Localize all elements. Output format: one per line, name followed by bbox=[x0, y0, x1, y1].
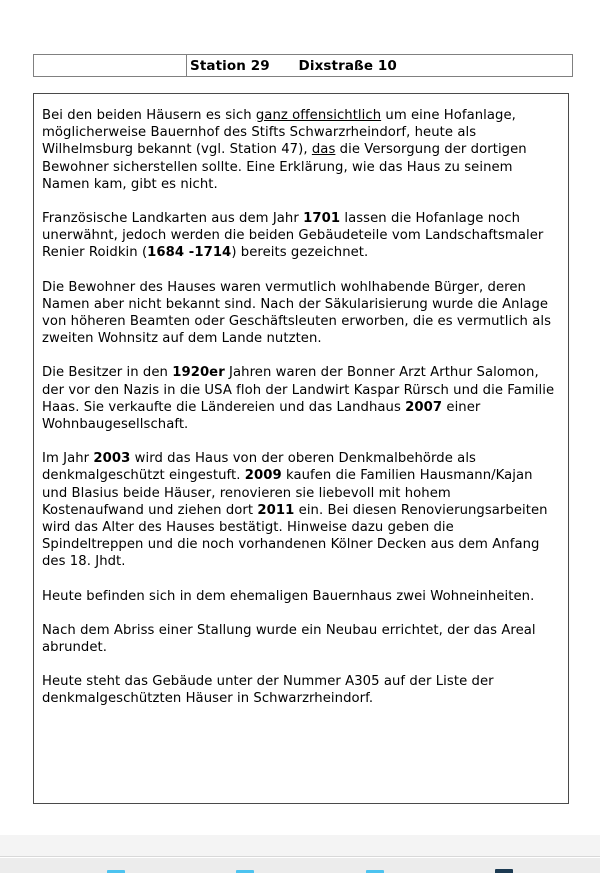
paragraph-6 bbox=[42, 588, 556, 605]
text-run: Bei den beiden Häusern es sich bbox=[42, 108, 256, 123]
text-run: Nach dem Abriss einer Stallung wurde ein Neubau errichtet, der das Areal abrundet. bbox=[42, 622, 536, 656]
text-run: Die Bewohner des Hauses waren vermutlich wohlhabende Bürger, deren Namen aber nicht bekannt sind. Nach der Säkularisierung wurde die Anlage von höheren Beamten oder Geschäftsleuten erworben, die es vermutlich als zweiten Wohnsitz auf dem Lande nutzten. bbox=[42, 279, 552, 347]
bold-run: 1684 -1714 bbox=[147, 245, 232, 261]
paragraph-5 bbox=[42, 450, 556, 570]
header-cell-title bbox=[187, 55, 573, 77]
text-run: Französische Landkarten aus dem Jahr bbox=[42, 211, 304, 227]
text-run: einer Wohnbaugesellschaft. bbox=[42, 399, 481, 433]
text-run: Heute befinden sich in dem ehemaligen Bauernhaus zwei Wohneinheiten. bbox=[42, 588, 535, 604]
bold-run: 1701 bbox=[303, 211, 341, 227]
bold-run: 2011 bbox=[257, 502, 295, 518]
underline-run: ganz offensichtlich bbox=[255, 108, 382, 123]
paragraph-2 bbox=[42, 210, 556, 262]
window-chrome-upper-band bbox=[0, 835, 600, 857]
bold-run: 2009 bbox=[244, 468, 282, 484]
header-cell-empty bbox=[34, 55, 187, 77]
page-title: Station 29 Dixstraße 10 bbox=[190, 58, 397, 74]
bold-run: 2003 bbox=[93, 451, 131, 467]
text-run: wird das Haus von der oberen Denkmalbehörde als denkmalgeschützt eingestuft. bbox=[42, 451, 476, 484]
text-run: um eine Hofanlage, möglicherweise Bauernhof des Stifts Schwarzrheindorf, heute als Wilhelmsburg bekannt (vgl. Station 47), bbox=[42, 108, 516, 158]
underline-run: das bbox=[311, 142, 336, 158]
paragraph-4 bbox=[42, 364, 556, 433]
bold-run: 2007 bbox=[405, 399, 443, 415]
paragraph-1 bbox=[42, 107, 556, 193]
text-run: kaufen die Familien Hausmann/Kajan und Blasius beide Häuser, renovieren sie liebevoll mit hohem Kostenaufwand und ziehen dort bbox=[42, 468, 533, 518]
text-run: lassen die Hofanlage noch unerwähnt, jedoch werden die beiden Gebäudeteile vom Landschaftsmaler Renier Roidkin ( bbox=[42, 211, 544, 261]
text-run: ein. Bei diesen Renovierungsarbeiten wird das Alter des Hauses bestätigt. Hinweise dazu geben die Spindeltreppen und die noch vorhandenen Kölner Decken aus dem Anfang des 18. Jhdt. bbox=[42, 502, 548, 570]
text-run: die Versorgung der dortigen Bewohner sicherstellen sollte. Eine Erklärung, wie das Haus zu seinem Namen kam, gibt es nicht. bbox=[42, 142, 527, 192]
paragraph-8 bbox=[42, 673, 556, 707]
text-run: Die Besitzer in den bbox=[42, 365, 173, 381]
header-row bbox=[34, 55, 573, 77]
paragraph-3 bbox=[42, 279, 556, 348]
text-run: Jahren waren der Bonner Arzt Arthur Salomon, der vor den Nazis in die USA floh der Landwirt Kaspar Rürsch und die Familie Haas. Sie verkaufte die Ländereien und das Landhaus bbox=[42, 365, 555, 415]
bold-run: 1920er bbox=[172, 365, 225, 381]
taskbar-icon-strip bbox=[0, 858, 600, 873]
text-run: Heute steht das Gebäude unter der Nummer A305 auf der Liste der denkmalgeschützten Häuser in Schwarzrheindorf. bbox=[42, 674, 494, 707]
document-body-box bbox=[33, 93, 569, 804]
document-header-table bbox=[33, 54, 573, 77]
text-run: Im Jahr bbox=[42, 451, 94, 467]
taskbar-icon-4[interactable] bbox=[495, 869, 513, 873]
paragraph-7 bbox=[42, 622, 556, 656]
text-run: ) bereits gezeichnet. bbox=[231, 245, 369, 261]
